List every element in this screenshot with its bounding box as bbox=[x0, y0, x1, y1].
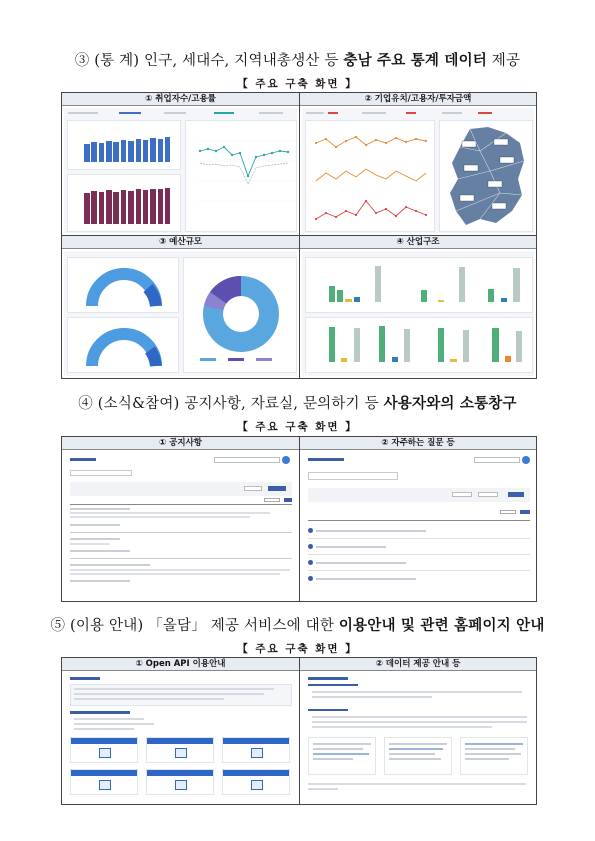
budget-screenshot bbox=[64, 251, 297, 376]
section-4-marker: ④ bbox=[78, 396, 93, 412]
budget-gauge-1 bbox=[67, 257, 179, 313]
employment-cell-title: ① 취업자수/고용률 bbox=[62, 93, 299, 106]
section-5-heading bbox=[0, 614, 595, 635]
industry-cell bbox=[300, 236, 536, 378]
employment-line-chart bbox=[185, 120, 297, 232]
industry-cell-title: ④ 산업구조 bbox=[300, 236, 536, 249]
data-provision-screenshot bbox=[302, 673, 534, 802]
section-3-suffix: 제공 bbox=[486, 53, 521, 69]
section-3-screen-label: 【 주요 구축 화면 】 bbox=[237, 78, 358, 90]
investment-cell bbox=[300, 93, 536, 236]
section-5-screens-frame bbox=[61, 657, 537, 805]
faq-screenshot bbox=[302, 452, 534, 599]
section-3-emphasis: 충남 주요 통계 데이터 bbox=[343, 52, 487, 69]
provision-box-3 bbox=[460, 737, 528, 775]
open-api-cell-title: ① Open API 이용안내 bbox=[62, 658, 299, 671]
notice-cell-title: ① 공지사항 bbox=[62, 437, 299, 450]
api-card-1[interactable] bbox=[70, 737, 138, 763]
api-card-4[interactable] bbox=[70, 769, 138, 795]
section-5-marker: ⑤ bbox=[50, 618, 66, 634]
investment-cell-title: ② 기업유치/고용자/투자금액 bbox=[300, 93, 536, 106]
section-5-screen-label: 【 주요 구축 화면 】 bbox=[237, 643, 358, 655]
section-4-prefix: (소식&참여) 공지사항, 자료실, 문의하기 등 bbox=[97, 396, 384, 412]
notice-screenshot bbox=[64, 452, 297, 599]
employment-cell bbox=[62, 93, 300, 236]
api-icon bbox=[99, 748, 111, 758]
faq-cell bbox=[300, 437, 536, 601]
section-3-heading bbox=[0, 49, 595, 70]
provision-box-2 bbox=[384, 737, 452, 775]
notice-cell bbox=[62, 437, 300, 601]
budget-cell bbox=[62, 236, 300, 378]
api-card-5[interactable] bbox=[146, 769, 214, 795]
section-3-marker: ③ bbox=[74, 53, 90, 69]
data-provision-cell bbox=[300, 658, 536, 804]
industry-screenshot bbox=[302, 251, 534, 376]
notice-search-icon bbox=[282, 456, 290, 464]
investment-screenshot bbox=[302, 108, 534, 233]
industry-bar-chart-2 bbox=[305, 317, 533, 373]
investment-region-map bbox=[439, 120, 533, 232]
section-4-emphasis: 사용자와의 소통창구 bbox=[383, 395, 517, 412]
budget-pie-chart bbox=[183, 257, 297, 373]
section-3-prefix: (통 계) 인구, 세대수, 지역내총생산 등 bbox=[94, 53, 344, 69]
section-4-screens-frame bbox=[61, 436, 537, 602]
budget-cell-title: ③ 예산규모 bbox=[62, 236, 299, 249]
section-4-screen-label: 【 주요 구축 화면 】 bbox=[237, 421, 358, 433]
api-card-2[interactable] bbox=[146, 737, 214, 763]
open-api-screenshot bbox=[64, 673, 297, 802]
provision-box-1 bbox=[308, 737, 376, 775]
investment-line-charts bbox=[305, 120, 435, 232]
api-card-6[interactable] bbox=[222, 769, 290, 795]
section-3-screens-frame bbox=[61, 92, 537, 379]
employment-bar-chart-1 bbox=[67, 120, 181, 170]
data-provision-cell-title: ② 데이터 제공 안내 등 bbox=[300, 658, 536, 671]
employment-bar-chart-2 bbox=[67, 174, 181, 232]
open-api-cell bbox=[62, 658, 300, 804]
section-4-heading bbox=[0, 392, 595, 413]
faq-search-icon bbox=[522, 456, 530, 464]
industry-bar-chart-1 bbox=[305, 257, 533, 313]
faq-cell-title: ② 자주하는 질문 등 bbox=[300, 437, 536, 450]
section-5-prefix: (이용 안내) 「올담」 제공 서비스에 대한 bbox=[69, 618, 339, 634]
api-card-3[interactable] bbox=[222, 737, 290, 763]
employment-screenshot bbox=[64, 108, 297, 233]
section-5-emphasis: 이용안내 및 관련 홈페이지 안내 bbox=[338, 617, 545, 634]
budget-gauge-2 bbox=[67, 317, 179, 373]
